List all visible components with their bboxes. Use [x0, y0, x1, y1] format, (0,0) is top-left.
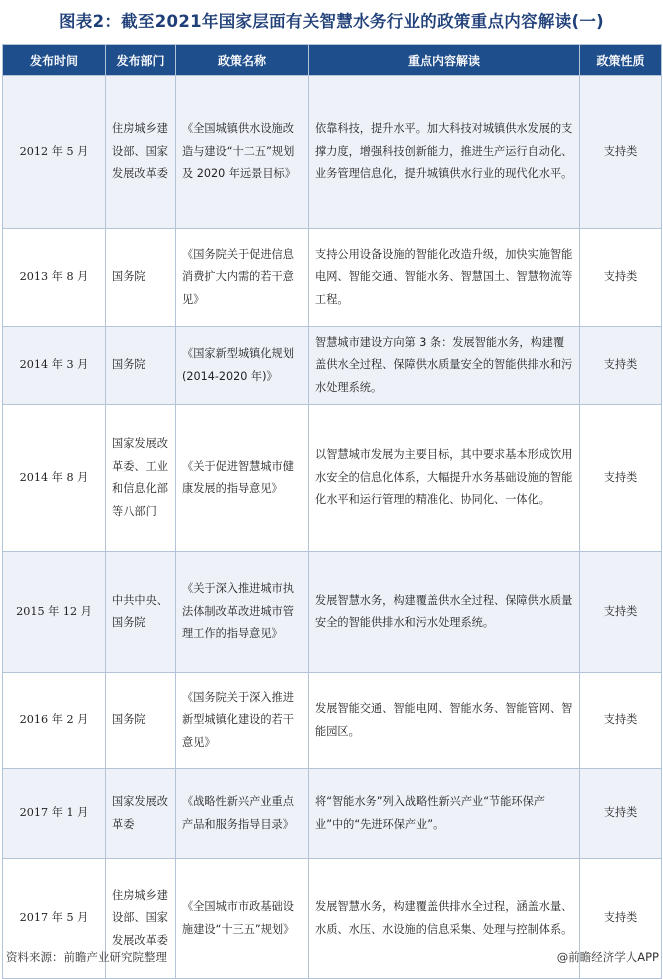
cell-date: 2017 年 1 月 — [3, 769, 106, 859]
cell-policy-name: 《关于促进智慧城市健康发展的指导意见》 — [176, 405, 309, 552]
cell-date: 2016 年 2 月 — [3, 673, 106, 769]
table-row — [3, 673, 662, 769]
header-content: 重点内容解读 — [309, 45, 580, 76]
cell-policy-name: 《国家新型城镇化规划(2014-2020 年)》 — [176, 327, 309, 405]
table-row — [3, 769, 662, 859]
header-type: 政策性质 — [580, 45, 662, 76]
cell-date: 2017 年 5 月 — [3, 859, 106, 979]
cell-type: 支持类 — [580, 76, 662, 229]
cell-policy-name: 《国务院关于深入推进新型城镇化建设的若干意见》 — [176, 673, 309, 769]
table-row — [3, 327, 662, 405]
table-row — [3, 552, 662, 673]
cell-content: 以智慧城市发展为主要目标，其中要求基本形成饮用水安全的信息化体系，大幅提升水务基础设施的智能化水平和运行管理的精准化、协同化、一体化。 — [309, 405, 580, 552]
cell-content: 支持公用设备设施的智能化改造升级，加快实施智能电网、智能交通、智能水务、智慧国土、智慧物流等工程。 — [309, 229, 580, 327]
cell-date: 2014 年 8 月 — [3, 405, 106, 552]
cell-type: 支持类 — [580, 327, 662, 405]
cell-date: 2015 年 12 月 — [3, 552, 106, 673]
policy-table — [2, 44, 662, 979]
cell-policy-name: 《全国城镇供水设施改造与建设“十二五”规划及 2020 年远景目标》 — [176, 76, 309, 229]
table-title: 图表2：截至2021年国家层面有关智慧水务行业的政策重点内容解读(一) — [59, 12, 604, 31]
cell-content: 发展智慧水务，构建覆盖供水全过程、保障供水质量安全的智能供排水和污水处理系统。 — [309, 552, 580, 673]
source-note: 资料来源：前瞻产业研究院整理 — [6, 950, 167, 964]
header-date: 发布时间 — [3, 45, 106, 76]
cell-type: 支持类 — [580, 405, 662, 552]
cell-dept: 住房城乡建设部、国家发展改革委 — [106, 76, 176, 229]
cell-type: 支持类 — [580, 673, 662, 769]
cell-dept: 住房城乡建设部、国家发展改革委 — [106, 859, 176, 979]
cell-date: 2013 年 8 月 — [3, 229, 106, 327]
header-dept: 发布部门 — [106, 45, 176, 76]
cell-dept: 国家发展改革委、工业和信息化部等八部门 — [106, 405, 176, 552]
cell-content: 发展智慧水务，构建覆盖供排水全过程，涵盖水量、水质、水压、水设施的信息采集、处理与控制体系。 — [309, 859, 580, 979]
cell-type: 支持类 — [580, 769, 662, 859]
cell-type: 支持类 — [580, 859, 662, 979]
header-name: 政策名称 — [176, 45, 309, 76]
table-row — [3, 405, 662, 552]
cell-content: 发展智能交通、智能电网、智能水务、智能管网、智能园区。 — [309, 673, 580, 769]
table-row — [3, 76, 662, 229]
cell-type: 支持类 — [580, 229, 662, 327]
cell-dept: 国务院 — [106, 327, 176, 405]
cell-policy-name: 《关于深入推进城市执法体制改革改进城市管理工作的指导意见》 — [176, 552, 309, 673]
cell-policy-name: 《国务院关于促进信息消费扩大内需的若干意见》 — [176, 229, 309, 327]
footer — [6, 946, 659, 968]
cell-content: 智慧城市建设方向第 3 条：发展智能水务，构建覆盖供水全过程、保障供水质量安全的智能供排水和污水处理系统。 — [309, 327, 580, 405]
cell-content: 依靠科技，提升水平。加大科技对城镇供水发展的支撑力度，增强科技创新能力，推进生产运行自动化、业务管理信息化，提升城镇供水行业的现代化水平。 — [309, 76, 580, 229]
table-header-row — [3, 45, 662, 76]
cell-type: 支持类 — [580, 552, 662, 673]
table-row — [3, 229, 662, 327]
cell-dept: 国务院 — [106, 229, 176, 327]
cell-dept: 国家发展改革委 — [106, 769, 176, 859]
cell-policy-name: 《战略性新兴产业重点产品和服务指导目录》 — [176, 769, 309, 859]
cell-content: 将“智能水务”列入战略性新兴产业“节能环保产业”中的“先进环保产业”。 — [309, 769, 580, 859]
cell-date: 2012 年 5 月 — [3, 76, 106, 229]
cell-date: 2014 年 3 月 — [3, 327, 106, 405]
cell-dept: 国务院 — [106, 673, 176, 769]
brand-credit: @前瞻经济学人APP — [556, 950, 659, 964]
cell-policy-name: 《全国城市市政基础设施建设“十三五”规划》 — [176, 859, 309, 979]
cell-dept: 中共中央、国务院 — [106, 552, 176, 673]
